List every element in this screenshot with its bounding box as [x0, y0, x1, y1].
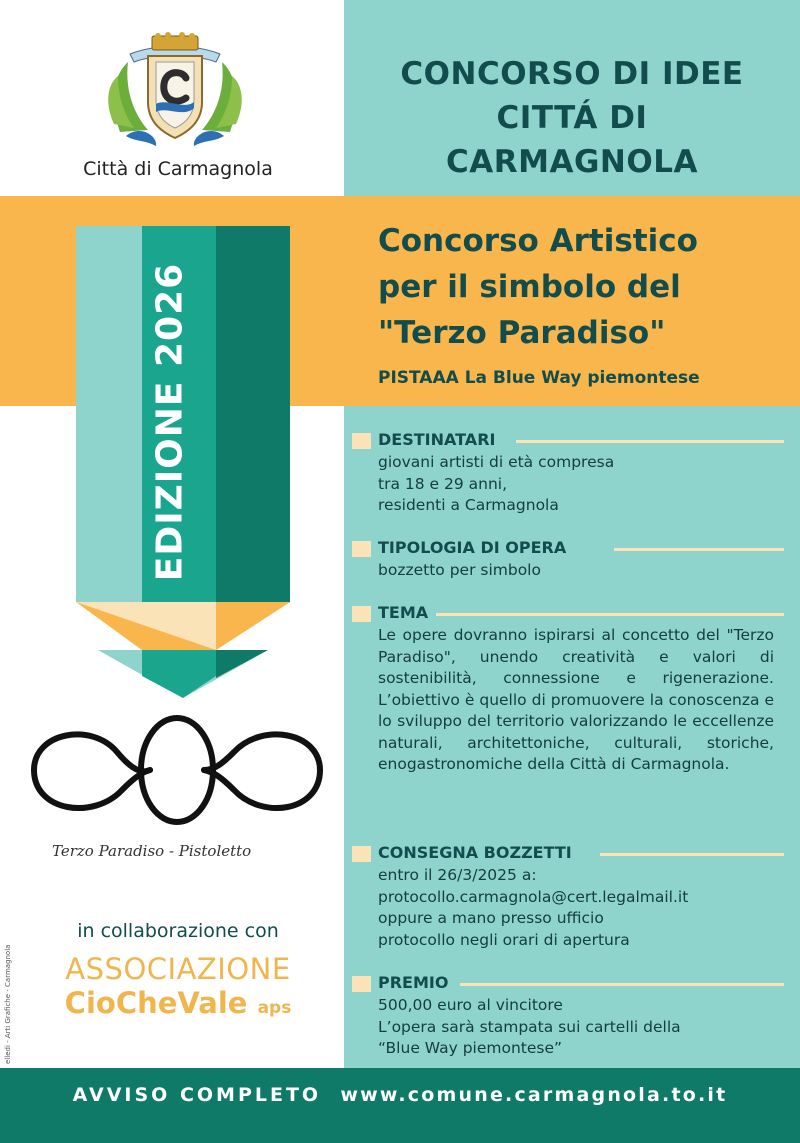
section-body: bozzetto per simbolo	[378, 561, 541, 579]
page-title: CONCORSO DI IDEE CITTÁ DI CARMAGNOLA	[400, 56, 744, 180]
section-marker	[352, 433, 371, 449]
section-consegna	[352, 843, 792, 951]
coat-of-arms-icon	[100, 32, 250, 152]
artist-signature	[50, 836, 310, 864]
section-title: DESTINATARI	[378, 430, 496, 449]
edition-label: EDIZIONE 2026	[149, 262, 191, 582]
section-rule	[614, 548, 784, 551]
section-destinatari	[352, 430, 792, 517]
section-title: TEMA	[378, 603, 429, 622]
section-rule	[516, 440, 784, 443]
section-rule	[460, 983, 784, 986]
section-marker	[352, 541, 371, 557]
association-label: ASSOCIAZIONE	[65, 952, 291, 986]
section-title: TIPOLOGIA DI OPERA	[378, 538, 567, 557]
section-body: Le opere dovranno ispirarsi al concetto del "Terzo Paradiso", unendo creatività e valori di sostenibilità, connessione e rigenerazione. L’obiettivo è quello di promuovere la conoscenza e lo sviluppo del territorio valorizzando le eccellenze naturali, architettoniche, culturali, storiche, enogastronomiche della Città di Carmagnola.	[378, 626, 774, 773]
footer-notice	[0, 1084, 800, 1106]
section-marker	[352, 606, 371, 622]
collaboration-intro: in collaborazione con	[77, 920, 279, 942]
footer-label: AVVISO COMPLETO	[72, 1084, 322, 1106]
contest-subtitle: PISTAAA La Blue Way piemontese	[378, 368, 700, 388]
section-marker	[352, 846, 371, 862]
website-link[interactable]: www.comune.carmagnola.to.it	[340, 1084, 728, 1106]
section-title: CONSEGNA BOZZETTI	[378, 843, 572, 862]
section-body: giovani artisti di età compresa tra 18 e 29 anni, residenti a Carmagnola	[378, 453, 615, 514]
printer-credit: elledi - Arti Grafiche - Carmagnola	[4, 944, 12, 1064]
section-body: 500,00 euro al vincitore L’opera sarà stampata sui cartelli della “Blue Way piemontese”	[378, 996, 681, 1057]
association-name: CioCheVale aps	[64, 986, 292, 1020]
svg-text:Terzo Paradiso - Pistoletto: Terzo Paradiso - Pistoletto	[52, 842, 252, 860]
section-premio	[352, 973, 792, 1060]
section-body: entro il 26/3/2025 a: protocollo.carmagnola@cert.legalmail.it oppure a mano presso ufficio protocollo negli orari di apertura	[378, 866, 689, 949]
section-rule	[600, 853, 784, 856]
section-rule	[436, 613, 784, 616]
section-marker	[352, 976, 371, 992]
contest-title: Concorso Artistico per il simbolo del "Terzo Paradiso"	[378, 223, 698, 351]
terzo-paradiso-symbol-icon	[22, 712, 332, 827]
section-title: PREMIO	[378, 973, 449, 992]
section-tipologia	[352, 538, 792, 582]
section-tema	[352, 603, 792, 776]
city-name: Città di Carmagnola	[83, 158, 273, 180]
